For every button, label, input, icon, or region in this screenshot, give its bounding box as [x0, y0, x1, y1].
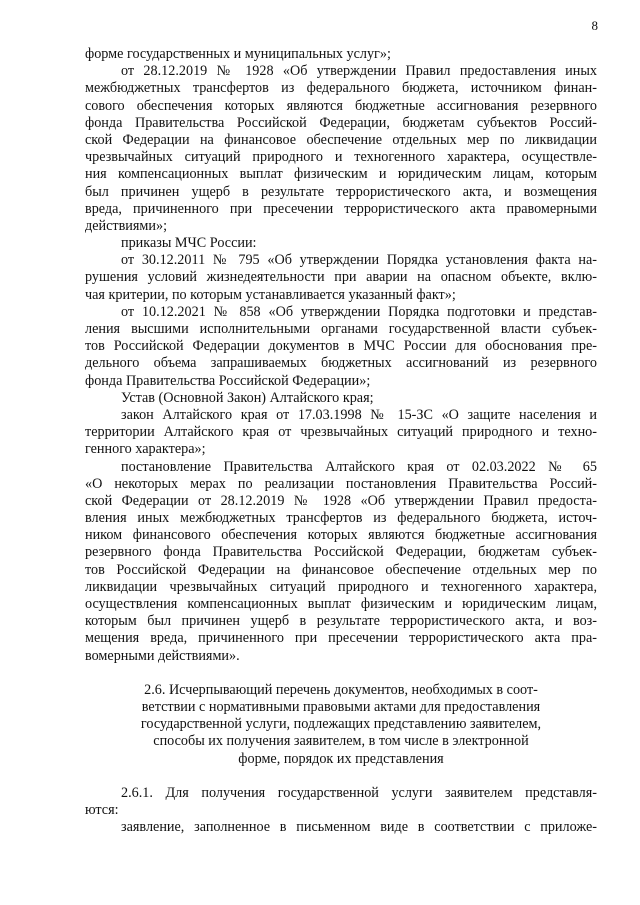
text-line: 2.6.1. Для получения государственной услуги заявителем представля-	[121, 784, 597, 801]
text-line: ской Федерации от 28.12.2019 № 1928 «Об утверждении Правил предоста-	[85, 492, 597, 509]
text-line: от 30.12.2011 № 795 «Об утверждении Порядка установления факта на-	[121, 252, 597, 269]
heading-line: форме, порядок их представления	[238, 750, 444, 767]
section-gap	[85, 768, 597, 785]
section-heading	[85, 682, 597, 768]
text-line: фонда Правительства Российской Федерации, бюджетам субъектов Россий-	[85, 114, 597, 131]
text-line: от 28.12.2019 № 1928 «Об утверждении Правил предоставления иных	[121, 63, 597, 80]
text-line: ником финансового обеспечения которых являются бюджетные ассигнования	[85, 527, 597, 544]
text-line: вомерными действиями».	[85, 647, 240, 664]
text-line: межбюджетных трансфертов из федерального бюджета, источником финан-	[85, 80, 597, 97]
text-line: тов Российской Федерации документов в МЧС России для обоснования пре-	[85, 338, 597, 355]
text-line: чрезвычайных ситуаций природного и техногенного характера, осуществле-	[85, 149, 597, 166]
heading-line: способы их получения заявителем, в том числе в электронной	[153, 733, 529, 750]
text-line: фонда Правительства Российской Федерации»;	[85, 372, 371, 389]
text-line: дельного объема запрашиваемых бюджетных ассигнований из резервного	[85, 355, 597, 372]
text-line: вления иных межбюджетных трансфертов из федерального бюджета, источ-	[85, 510, 597, 527]
text-line: вреда, причиненного при пресечении террористического акта правомерными	[85, 200, 597, 217]
text-line: тов Российской Федерации на финансовое обеспечение отдельных мер по	[85, 561, 597, 578]
text-line: мещения вреда, причиненного при пресечении террористического акта пра-	[85, 630, 597, 647]
text-line: форме государственных и муниципальных услуг»;	[85, 46, 391, 62]
heading-line: 2.6. Исчерпывающий перечень документов, необходимых в соот-	[144, 681, 538, 698]
text-line: заявление, заполненное в письменном виде в соответствии с приложе-	[121, 819, 597, 836]
text-line: закон Алтайского края от 17.03.1998 № 15-ЗС «О защите населения и	[121, 406, 597, 423]
text-line: территории Алтайского края от чрезвычайных ситуаций природного и техно-	[85, 424, 597, 441]
text-line: сового обеспечения которых являются бюджетные ассигнования резервного	[85, 97, 597, 114]
text-line: Устав (Основной Закон) Алтайского края;	[121, 389, 374, 406]
text-line: рушения условий жизнедеятельности при аварии на опасном объекте, вклю-	[85, 269, 597, 286]
section-gap	[85, 665, 597, 682]
text-line: «О некоторых мерах по реализации постановления Правительства Россий-	[85, 475, 597, 492]
page-number: 8	[591, 18, 598, 33]
text-line: чая критерии, по которым устанавливается указанный факт»;	[85, 286, 456, 303]
text-line: ления высшими исполнительными органами государственной власти субъек-	[85, 321, 597, 337]
text-line: которым был причинен ущерб в результате террористического акта, и воз-	[85, 613, 597, 630]
text-line: генного характера»;	[85, 441, 206, 458]
text-line: ния компенсационных выплат физическим и юридическим лицам, которым	[85, 166, 597, 183]
text-line: от 10.12.2021 № 858 «Об утверждении Порядка подготовки и представ-	[121, 303, 597, 320]
text-line: ликвидации чрезвычайных ситуаций природного и техногенного характера,	[85, 578, 597, 595]
text-line: приказы МЧС России:	[121, 235, 257, 252]
text-line: действиями»;	[85, 217, 168, 234]
text-line: был причинен ущерб в результате террористического акта, и возмещения	[85, 183, 597, 200]
heading-line: ветствии с нормативными правовыми актами для предоставления	[141, 698, 541, 715]
text-line: постановление Правительства Алтайского края от 02.03.2022 № 65	[121, 458, 597, 475]
text-line: ются:	[85, 801, 119, 818]
text-line: ской Федерации на финансовое обеспечение отдельных мер по ликвидации	[85, 131, 597, 148]
text-line: резервного фонда Правительства Российской Федерации, бюджетам субъек-	[85, 544, 597, 561]
document-body	[85, 46, 597, 836]
text-line: осуществления компенсационных выплат физическим и юридическим лицам,	[85, 596, 597, 612]
heading-line: государственной услуги, подлежащих представлению заявителем,	[140, 716, 542, 733]
